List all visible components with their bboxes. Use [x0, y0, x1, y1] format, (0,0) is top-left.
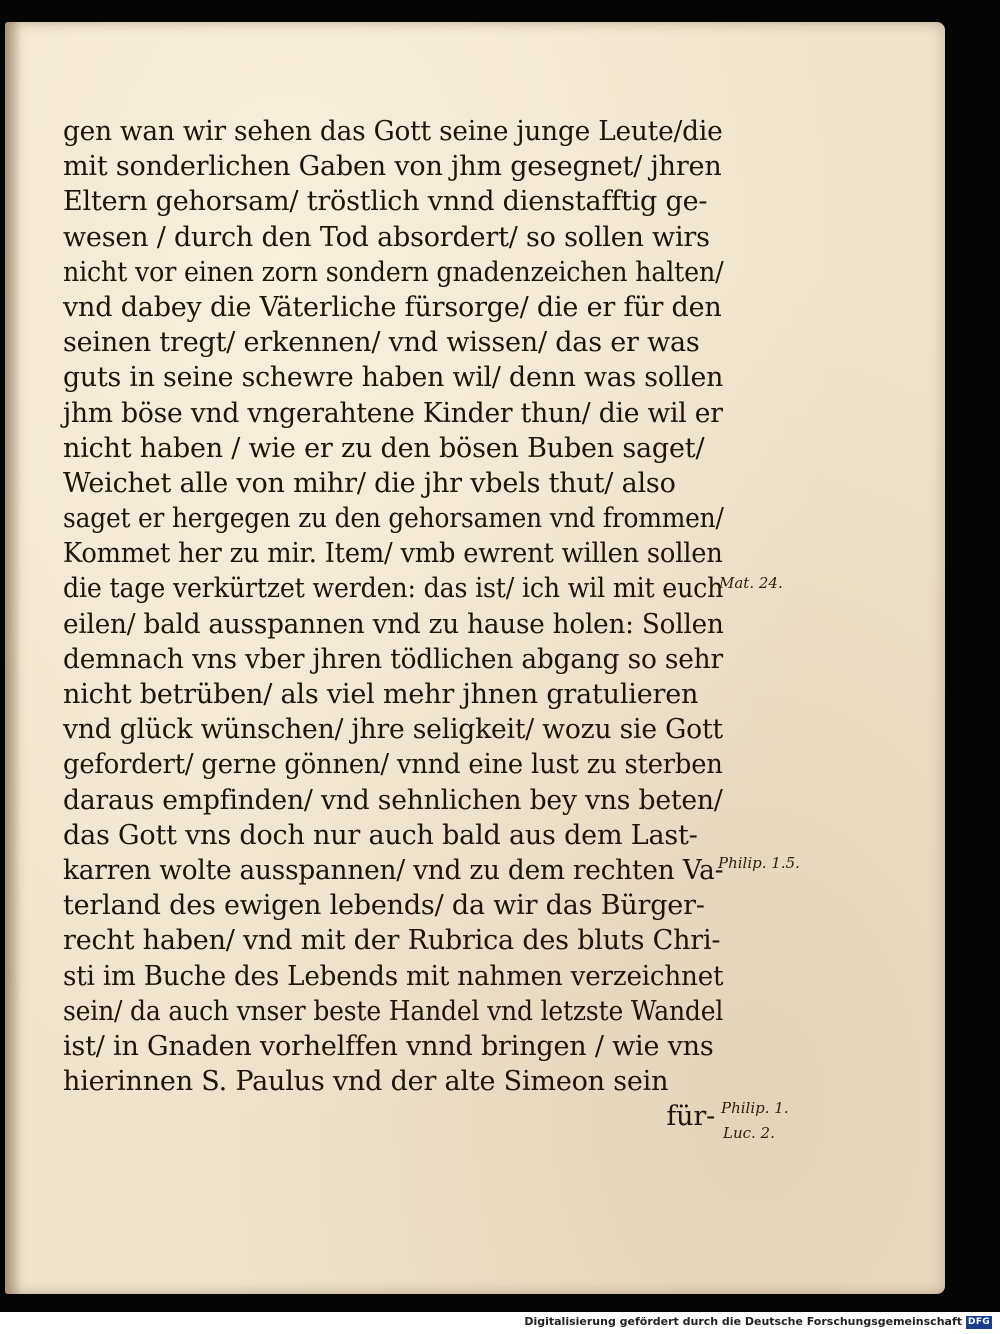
- text-line: gen wan wir sehen das Gott seine junge Leute/die: [63, 116, 723, 147]
- dfg-logo-icon: DFG: [966, 1316, 992, 1329]
- text-line: Eltern gehorsam/ tröstlich vnnd dienstafftig ge-: [63, 186, 708, 218]
- marginal-note-philip-first: Philip. 1.5.: [718, 854, 800, 872]
- text-line: Kommet her zu mir. Item/ vmb ewrent willen sollen: [63, 538, 723, 570]
- text-line: saget er hergegen zu den gehorsamen vnd frommen/: [63, 503, 724, 535]
- text-line: mit sonderlichen Gaben von jhm gesegnet/ jhren: [63, 151, 722, 183]
- text-line: das Gott vns doch nur auch bald aus dem Last-: [63, 819, 698, 851]
- text-line: hierinnen S. Paulus vnd der alte Simeon sein: [63, 1066, 669, 1098]
- catchword: für-: [666, 1101, 715, 1133]
- text-line: die tage verkürtzet werden: das ist/ ich wil mit euch: [63, 573, 724, 605]
- text-line: eilen/ bald ausspannen vnd zu hause holen: Sollen: [63, 608, 724, 640]
- text-line: demnach vns vber jhren tödlichen abgang so sehr: [63, 643, 723, 675]
- scanned-page: [5, 22, 945, 1294]
- footer-bar: [0, 1312, 1000, 1334]
- text-line: nicht vor einen zorn sondern gnadenzeichen halten/: [63, 256, 724, 288]
- marginal-note-mat: Mat. 24.: [719, 574, 783, 592]
- marginal-note-luc: Luc. 2.: [723, 1124, 775, 1142]
- text-line: jhm böse vnd vngerahtene Kinder thun/ die wil er: [63, 397, 723, 429]
- text-line: recht haben/ vnd mit der Rubrica des bluts Chri-: [63, 925, 721, 957]
- text-line: guts in seine schewre haben wil/ denn was sollen: [63, 362, 724, 394]
- body-text: [63, 114, 723, 1134]
- text-line: vnd glück wünschen/ jhre seligkeit/ wozu sie Gott: [63, 714, 723, 746]
- text-line: ist/ in Gnaden vorhelffen vnnd bringen / wie vns: [63, 1030, 714, 1062]
- text-line: sti im Buche des Lebends mit nahmen verzeichnet: [63, 960, 724, 992]
- text-line: nicht haben / wie er zu den bösen Buben saget/: [63, 432, 705, 464]
- text-line: seinen tregt/ erkennen/ vnd wissen/ das er was: [63, 327, 700, 359]
- text-line: Weichet alle von mihr/ die jhr vbels thut/ also: [63, 467, 676, 499]
- text-line: gefordert/ gerne gönnen/ vnnd eine lust zu sterben: [63, 749, 723, 781]
- text-line: karren wolte ausspannen/ vnd zu dem rechten Va-: [63, 854, 724, 886]
- text-line: terland des ewigen lebends/ da wir das Bürger-: [63, 890, 705, 922]
- text-line: wesen / durch den Tod absordert/ so sollen wirs: [63, 221, 710, 253]
- funding-notice: Digitalisierung gefördert durch die Deutsche Forschungsgemeinschaft: [524, 1315, 962, 1328]
- text-line: nicht betrüben/ als viel mehr jhnen gratulieren: [63, 679, 699, 710]
- text-line: daraus empfinden/ vnd sehnlichen bey vns beten/: [63, 784, 723, 816]
- text-line: sein/ da auch vnser beste Handel vnd letzste Wandel: [63, 995, 724, 1027]
- text-line: vnd dabey die Väterliche fürsorge/ die er für den: [63, 291, 722, 323]
- marginal-note-philip-second: Philip. 1.: [721, 1099, 789, 1117]
